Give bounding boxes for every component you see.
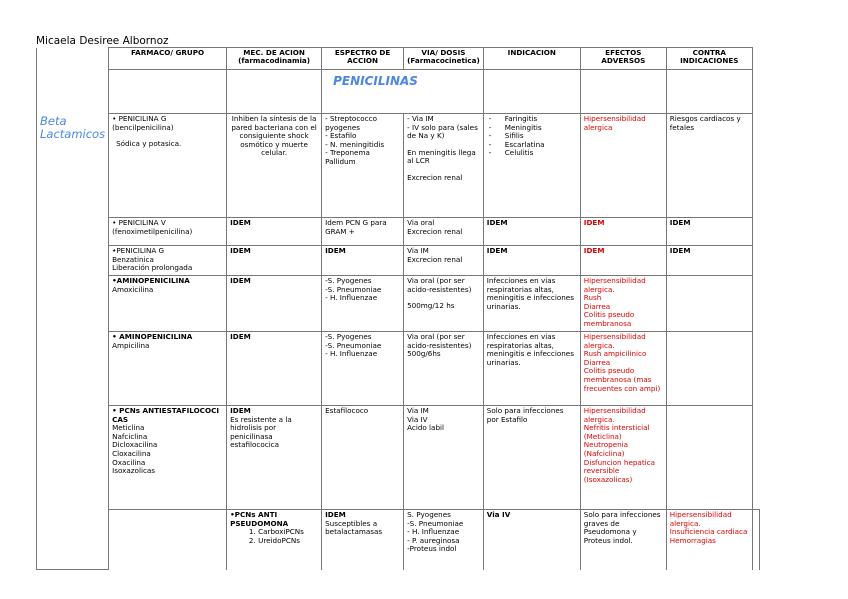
farmaco-cell: • PCNs ANTIESTAFILOCOCICAS Meticlina Nafciclina Dicloxacilina Cloxacilina Oxacilina Isoxazolicas (109, 406, 227, 510)
header-farmaco: FARMACO/ GRUPO (109, 48, 227, 70)
efectos-cell: IDEM (580, 218, 666, 246)
espectro-cell: Idem PCN G para GRAM + (322, 218, 404, 246)
mecanismo-cell: IDEM (227, 246, 322, 276)
via-cell: Via oral Excrecion renal (404, 218, 484, 246)
efectos-cell: Hipersensibilidad alergica. Rush Diarrea Colitis pseudo membranosa (580, 276, 666, 332)
indicacion-cell: Infecciones en vias respiratorias altas, meningitis e infecciones urinarias. (483, 276, 580, 332)
efectos-cell: Hipersensibilidad alergica. Nefritis intersticial (Meticlina) Neutropenia (Nafciclina) Disfuncion hepatica reversible (Isoxazolicas) (580, 406, 666, 510)
espectro-cell: - Streptococco pyogenes - Estafilo - N. meningitidis - Treponema Pallidum (322, 114, 404, 218)
via-cell: Via IM Excrecion renal (404, 246, 484, 276)
family-column-continued (109, 510, 227, 570)
via-cell: - Via IM - IV solo para (sales de Na y K) En meningitis llega al LCR Excrecion renal (404, 114, 484, 218)
indicacion-cell: Infecciones en vias respiratorias altas, meningitis e infecciones urinarias. (483, 332, 580, 406)
table-row (37, 246, 760, 276)
section-row (37, 70, 760, 114)
via-cell: Via IV (483, 510, 580, 570)
mecanismo-cell: IDEM (227, 332, 322, 406)
contra-cell: IDEM (666, 218, 752, 246)
indicacion-cell: - Faringitis - Meningitis - Sifilis - Escarlatina - Celulitis (483, 114, 580, 218)
table-row (37, 406, 760, 510)
farmaco-cell: • AMINOPENICILINA Ampicilina (109, 332, 227, 406)
mecanismo-cell: IDEM Susceptibles a betalactamasas (322, 510, 404, 570)
efectos-cell: IDEM (580, 246, 666, 276)
farmaco-cell: • PENICILINA G (bencilpenicilina) Sódica y potasica. (109, 114, 227, 218)
indicacion-cell: IDEM (483, 246, 580, 276)
indicacion-cell: IDEM (483, 218, 580, 246)
espectro-cell: S. Pyogenes -S. Pneumoniae - H. Influenzae - P. aureginosa -Proteus indol (404, 510, 484, 570)
contra-cell: IDEM (666, 246, 752, 276)
indicacion-cell: Solo para infecciones por Estafilo (483, 406, 580, 510)
efectos-cell: Hipersensibilidad alergica (580, 114, 666, 218)
espectro-cell: IDEM (322, 246, 404, 276)
via-cell: Via oral (por ser acido-resistentes) 500g/6hs (404, 332, 484, 406)
header-row (37, 48, 760, 70)
family-column (37, 48, 109, 570)
header-contra: CONTRA INDICACIONES (666, 48, 752, 70)
espectro-cell: -S. Pyogenes -S. Pneumoniae - H. Influenzae (322, 332, 404, 406)
via-cell: Via oral (por ser acido-resistentes) 500mg/12 hs (404, 276, 484, 332)
farmaco-cell: •PENICILINA G Benzatinica Liberación prolongada (109, 246, 227, 276)
contra-cell: Riesgos cardiacos y fetales (666, 114, 752, 218)
document-author: Micaela Desiree Albornoz (36, 35, 169, 47)
via-cell: Via IM Via IV Acido labil (404, 406, 484, 510)
farmaco-cell: • PENICILINA V (fenoximetilpenicilina) (109, 218, 227, 246)
mecanismo-cell: IDEM (227, 218, 322, 246)
header-espectro: ESPECTRO DE ACCION (322, 48, 404, 70)
table-row (37, 276, 760, 332)
efectos-cell: Hipersensibilidad alergica. Insuficiencia cardiaca Hemorragias (666, 510, 752, 570)
family-label: Beta Lactamicos (40, 113, 106, 141)
mecanismo-cell: Inhiben la síntesis de la pared bacteriana con el consiguiente shock osmótico y muerte celular. (227, 114, 322, 218)
mecanismo-cell: IDEM Es resistente a la hidrolisis por penicilinasa estafilococica (227, 406, 322, 510)
farmaco-cell: •PCNs ANTI PSEUDOMONA 1. CarboxiPCNs 2. UreidoPCNs (227, 510, 322, 570)
header-efectos: EFECTOS ADVERSOS (580, 48, 666, 70)
mecanismo-cell: IDEM (227, 276, 322, 332)
table-row (37, 114, 760, 218)
section-title-cell (322, 70, 484, 114)
table-row (37, 218, 760, 246)
espectro-cell: -S. Pyogenes -S. Pneumoniae - H. Influenzae (322, 276, 404, 332)
efectos-cell: Hipersensibilidad alergica. Rush ampicilinico Diarrea Colitis pseudo membranosa (mas frecuentes con ampi) (580, 332, 666, 406)
farmaco-cell: •AMINOPENICILINA Amoxicilina (109, 276, 227, 332)
espectro-cell: Estafilococo (322, 406, 404, 510)
header-indicacion: INDICACION (483, 48, 580, 70)
table-row (37, 332, 760, 406)
header-mecanismo: MEC. DE ACION (farmacodinamia) (227, 48, 322, 70)
table-row (37, 510, 760, 570)
indicacion-cell: Solo para infecciones graves de Pseudomona y Proteus indol. (580, 510, 666, 570)
pharmacology-table (36, 47, 760, 570)
header-via: VIA/ DOSIS (Farmacocinetica) (404, 48, 484, 70)
section-title: PENICILINAS (333, 74, 418, 88)
